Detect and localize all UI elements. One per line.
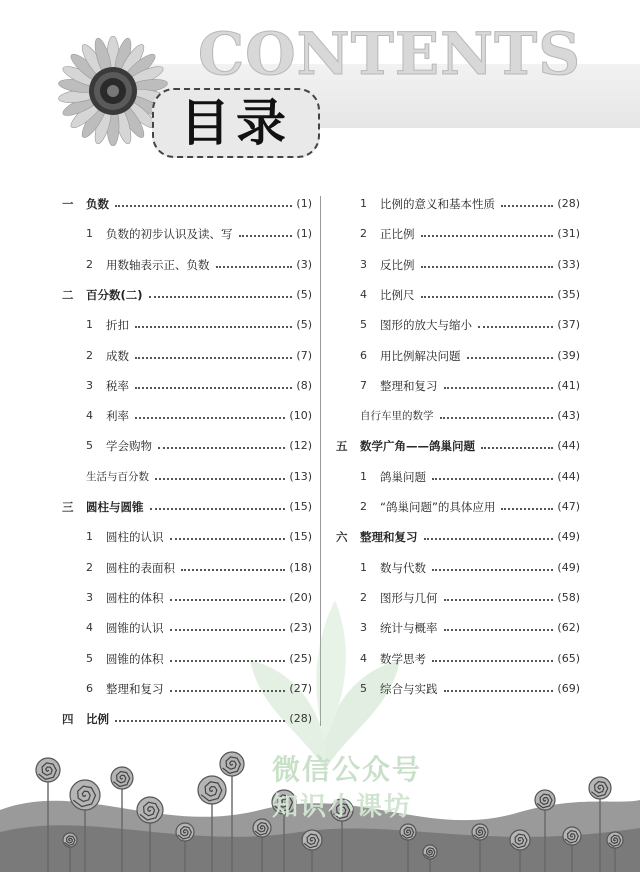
entry-page: (23)	[289, 621, 312, 635]
section-entry	[336, 224, 580, 244]
section-entry	[336, 315, 580, 335]
entry-number: 4	[86, 621, 93, 635]
watermark-text-line1: 微信公众号	[272, 753, 423, 786]
entry-title: 比例的意义和基本性质	[380, 197, 495, 211]
entry-page: (27)	[289, 681, 312, 695]
entry-number: 5	[360, 318, 367, 332]
entry-title: 负数的初步认识及读、写	[106, 227, 233, 242]
chapter-entry	[336, 527, 580, 547]
section-entry	[336, 285, 580, 305]
entry-number: 5	[86, 439, 93, 453]
entry-page: (37)	[557, 318, 580, 332]
entry-title: 折扣	[106, 318, 129, 333]
entry-title: 自行车里的数学	[360, 410, 434, 423]
leader-dots	[239, 227, 293, 237]
entry-page: (10)	[289, 409, 312, 423]
section-entry	[336, 194, 580, 214]
leader-dots	[424, 530, 554, 540]
leader-dots	[421, 288, 554, 298]
section-entry	[336, 558, 580, 578]
entry-page: (47)	[557, 500, 580, 513]
leader-dots	[115, 197, 292, 207]
entry-title: 鸽巢问题	[380, 469, 426, 484]
entry-page: (39)	[557, 348, 580, 362]
leader-dots	[135, 379, 292, 389]
section-entry	[62, 618, 312, 638]
entry-title: 综合与实践	[380, 681, 438, 696]
entry-page: (25)	[289, 651, 312, 665]
entry-title: 图形与几何	[380, 590, 438, 605]
section-entry	[62, 346, 312, 366]
entry-page: (44)	[557, 439, 580, 453]
entry-page: (31)	[557, 227, 580, 241]
entry-title: 学会购物	[106, 439, 152, 454]
chapter-entry	[62, 194, 312, 214]
leader-dots	[432, 652, 553, 662]
section-entry	[62, 255, 312, 275]
section-entry	[336, 497, 580, 517]
leader-dots	[170, 530, 286, 540]
entry-number: 2	[360, 500, 367, 513]
entry-page: (69)	[557, 681, 580, 695]
entry-page: (5)	[296, 287, 312, 301]
entry-number: 四	[62, 712, 74, 727]
entry-page: (15)	[289, 530, 312, 544]
entry-number: 五	[336, 439, 348, 454]
leader-dots	[501, 500, 553, 510]
leader-dots	[216, 258, 293, 268]
entry-page: (15)	[289, 500, 312, 513]
entry-title: 图形的放大与缩小	[380, 318, 472, 333]
entry-number: 7	[360, 378, 367, 392]
chapter-entry	[62, 497, 312, 517]
entry-title: 反比例	[380, 257, 415, 272]
leader-dots	[170, 682, 286, 692]
leader-dots	[115, 712, 285, 722]
entry-page: (1)	[296, 227, 312, 241]
entry-title: 圆柱的体积	[106, 590, 164, 605]
entry-title: “鸽巢问题”的具体应用	[380, 500, 496, 514]
entry-page: (20)	[289, 590, 312, 604]
leader-dots	[444, 682, 554, 692]
leader-dots	[135, 409, 285, 419]
section-entry	[62, 558, 312, 578]
leader-dots	[421, 258, 554, 268]
entry-page: (8)	[296, 378, 312, 392]
extra-entry	[336, 406, 580, 426]
entry-number: 2	[86, 348, 93, 362]
entry-title: 圆柱的认识	[106, 530, 164, 545]
entry-number: 3	[86, 378, 93, 392]
leader-dots	[135, 349, 292, 359]
entry-page: (18)	[289, 560, 312, 574]
entry-title: 数与代数	[380, 560, 426, 575]
section-entry	[62, 436, 312, 456]
entry-page: (58)	[557, 590, 580, 604]
entry-title: 整理和复习	[106, 681, 164, 696]
entry-title: 负数	[86, 197, 109, 211]
entry-title: 圆柱的表面积	[106, 560, 175, 575]
entry-page: (3)	[296, 257, 312, 271]
leader-dots	[170, 591, 286, 601]
entry-title: 圆锥的体积	[106, 651, 164, 666]
section-entry	[336, 346, 580, 366]
entry-number: 2	[86, 560, 93, 574]
leader-dots	[467, 349, 554, 359]
entry-page: (33)	[557, 257, 580, 271]
entry-title: 正比例	[380, 227, 415, 242]
section-entry	[62, 224, 312, 244]
entry-number: 2	[360, 227, 367, 241]
leader-dots	[158, 439, 285, 449]
entry-page: (44)	[557, 469, 580, 483]
entry-page: (35)	[557, 287, 580, 301]
entry-title: 用比例解决问题	[380, 348, 461, 363]
entry-number: 1	[360, 469, 367, 483]
entry-number: 1	[360, 560, 367, 574]
entry-page: (5)	[296, 318, 312, 332]
chapter-entry	[336, 436, 580, 456]
entry-page: (1)	[296, 197, 312, 210]
section-entry	[62, 376, 312, 396]
leader-dots	[181, 561, 285, 571]
entry-number: 二	[62, 287, 74, 302]
section-entry	[62, 679, 312, 699]
entry-number: 6	[360, 348, 367, 362]
leader-dots	[170, 621, 286, 631]
entry-title: 税率	[106, 378, 129, 393]
leader-dots	[170, 652, 286, 662]
entry-title: 数学广角——鸽巢问题	[360, 439, 475, 454]
leader-dots	[444, 379, 554, 389]
entry-number: 4	[86, 409, 93, 423]
entry-number: 4	[360, 651, 367, 665]
entry-number: 2	[86, 257, 93, 271]
watermark-text-line2: 知识小课坊	[272, 792, 413, 822]
leader-dots	[501, 197, 553, 207]
entry-page: (41)	[557, 378, 580, 392]
entry-title: 百分数(二)	[86, 287, 143, 302]
entry-number: 1	[86, 530, 93, 544]
entry-title: 数学思考	[380, 651, 426, 666]
entry-title: 用数轴表示正、负数	[106, 257, 210, 272]
entry-page: (43)	[557, 409, 580, 423]
entry-title: 统计与概率	[380, 621, 438, 636]
entry-title: 圆锥的认识	[106, 621, 164, 636]
entry-page: (62)	[557, 621, 580, 635]
extra-entry	[62, 467, 312, 487]
leader-dots	[481, 439, 553, 449]
section-entry	[336, 255, 580, 275]
entry-page: (7)	[296, 348, 312, 362]
section-entry	[62, 649, 312, 669]
chapter-entry	[62, 709, 312, 729]
entry-page: (49)	[557, 560, 580, 574]
entry-number: 三	[62, 500, 74, 514]
leader-dots	[149, 288, 293, 298]
entry-number: 六	[336, 530, 348, 545]
entry-number: 5	[86, 651, 93, 665]
section-entry	[62, 315, 312, 335]
entry-title: 整理和复习	[380, 378, 438, 393]
leader-dots	[478, 318, 553, 328]
section-entry	[336, 467, 580, 487]
page-title: 目录	[180, 94, 292, 152]
leader-dots	[150, 500, 286, 510]
entry-number: 1	[360, 197, 367, 210]
section-entry	[336, 679, 580, 699]
chapter-entry	[62, 285, 312, 305]
section-entry	[62, 406, 312, 426]
title-box	[152, 88, 320, 158]
entry-number: 2	[360, 590, 367, 604]
entry-title: 比例尺	[380, 287, 415, 302]
section-entry	[336, 618, 580, 638]
contents-heading: CONTENTS	[198, 20, 582, 88]
leader-dots	[444, 591, 554, 601]
leader-dots	[155, 470, 285, 480]
leader-dots	[432, 470, 553, 480]
entry-title: 利率	[106, 409, 129, 424]
entry-number: 3	[86, 590, 93, 604]
leader-dots	[421, 227, 554, 237]
entry-title: 圆柱与圆锥	[86, 500, 144, 514]
entry-title: 成数	[106, 348, 129, 363]
entry-number: 6	[86, 681, 93, 695]
entry-number: 3	[360, 257, 367, 271]
entry-page: (49)	[557, 530, 580, 544]
section-entry	[62, 527, 312, 547]
section-entry	[336, 588, 580, 608]
entry-number: 4	[360, 287, 367, 301]
section-entry	[336, 649, 580, 669]
leader-dots	[432, 561, 553, 571]
leader-dots	[440, 409, 554, 419]
entry-number: 一	[62, 197, 74, 211]
entry-number: 1	[86, 227, 93, 241]
entry-page: (13)	[289, 469, 312, 483]
leader-dots	[444, 621, 554, 631]
entry-number: 5	[360, 681, 367, 695]
entry-page: (12)	[289, 439, 312, 453]
entry-number: 1	[86, 318, 93, 332]
entry-page: (28)	[289, 712, 312, 726]
section-entry	[62, 588, 312, 608]
section-entry	[336, 376, 580, 396]
leader-dots	[135, 318, 292, 328]
entry-title: 生活与百分数	[86, 470, 149, 483]
entry-title: 整理和复习	[360, 530, 418, 545]
entry-page: (65)	[557, 651, 580, 665]
entry-number: 3	[360, 621, 367, 635]
entry-page: (28)	[557, 197, 580, 210]
entry-title: 比例	[86, 712, 109, 727]
